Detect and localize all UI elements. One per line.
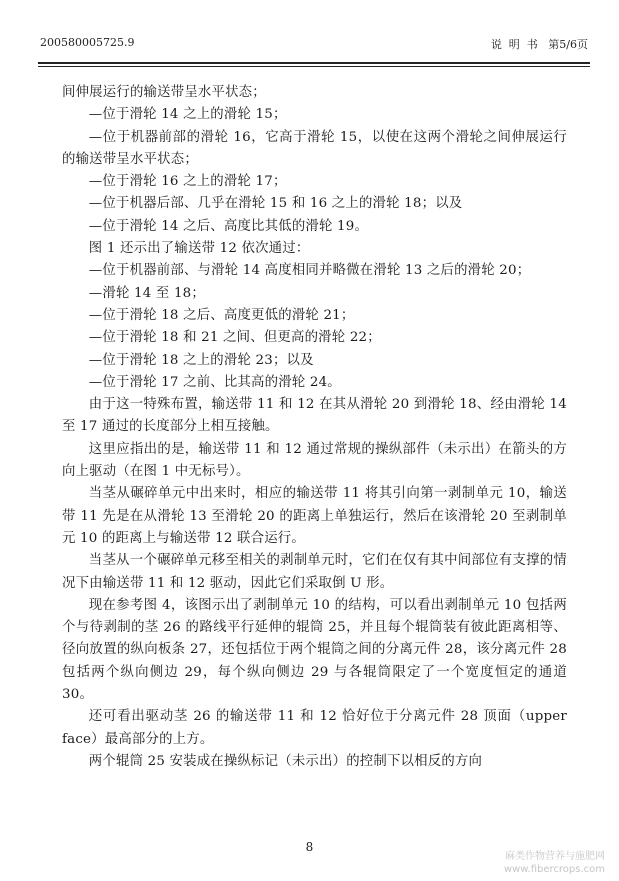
paragraph: —位于滑轮 18 之上的滑轮 23；以及: [88, 352, 314, 368]
doc-number: 200580005725.9: [40, 36, 135, 49]
paragraph: 还可看出驱动茎 26 的输送带 11 和 12 恰好位于分离元件 28 顶面（upper face）最高部分的上方。: [62, 709, 567, 747]
watermark: [504, 850, 605, 876]
paragraph: —位于机器后部、几乎在滑轮 15 和 16 之上的滑轮 18；以及: [88, 196, 463, 212]
paragraph: —位于滑轮 14 之后、高度比其低的滑轮 19。: [88, 218, 369, 234]
paragraph: —位于滑轮 18 和 21 之间、但更高的滑轮 22；: [88, 330, 381, 346]
paragraph: —位于滑轮 18 之后、高度更低的滑轮 21；: [88, 307, 355, 323]
paragraph: 两个辊筒 25 安装成在操纵标记（未示出）的控制下以相反的方向: [88, 753, 483, 769]
paragraph: —滑轮 14 至 18；: [88, 285, 205, 301]
watermark-line-1: 麻类作物营养与施肥网: [505, 851, 605, 862]
paragraph: —位于滑轮 14 之上的滑轮 15；: [88, 107, 287, 123]
paragraph: 当茎从一个碾碎单元移至相关的剥制单元时，它们在仅有其中间部位有支撑的情况下由输送带 11 和 12 驱动，因此它们采取倒 U 形。: [62, 553, 567, 591]
paragraph: 当茎从碾碎单元中出来时，相应的输送带 11 将其引向第一剥制单元 10，输送带 11 先是在从滑轮 13 至滑轮 20 的距离上单独运行，然后在该滑轮 20 至剥制单元 10 的距离上与输送带 12 联合运行。: [62, 486, 567, 546]
paragraph: —位于机器前部、与滑轮 14 高度相同并略微在滑轮 13 之后的滑轮 20；: [88, 263, 531, 279]
paragraph: 这里应指出的是，输送带 11 和 12 通过常规的操纵部件（未示出）在箭头的方向上驱动（在图 1 中无标号）。: [62, 441, 567, 480]
paragraph: 现在参考图 4，该图示出了剥制单元 10 的结构，可以看出剥制单元 10 包括两个与待剥制的茎 26 的路线平行延伸的辊筒 25，并且每个辊筒装有彼此距离相等、径向放置的纵向板条 27，还包括位于两个辊筒之间的分离元件 28，该分离元件 28 包括两个纵向侧边 29，每个纵向侧边 29 与各辊筒限定了一个宽度恒定的通道 30。: [62, 597, 567, 703]
paragraph: 由于这一特殊布置，输送带 11 和 12 在其从滑轮 20 到滑轮 18、经由滑轮 14 至 17 通过的长度部分上相互接触。: [62, 397, 567, 435]
paragraph: —位于滑轮 17 之前、比其高的滑轮 24。: [88, 374, 341, 390]
page-header: [40, 36, 588, 54]
paragraph: 间伸展运行的输送带呈水平状态；: [62, 85, 266, 100]
header-rule-thin: [38, 66, 590, 67]
body-text: [62, 82, 567, 773]
watermark-line-2: www.fibercrops.com: [503, 864, 605, 875]
paragraph: 图 1 还示出了输送带 12 依次通过：: [88, 241, 310, 257]
section-label: 说 明 书 第5/6页: [490, 38, 588, 51]
paragraph: —位于滑轮 16 之上的滑轮 17；: [88, 174, 287, 190]
header-rule-thick: [38, 62, 590, 64]
paragraph: —位于机器前部的滑轮 16，它高于滑轮 15，以使在这两个滑轮之间伸展运行的输送带呈水平状态；: [62, 129, 567, 167]
page-number: 8: [305, 840, 314, 854]
